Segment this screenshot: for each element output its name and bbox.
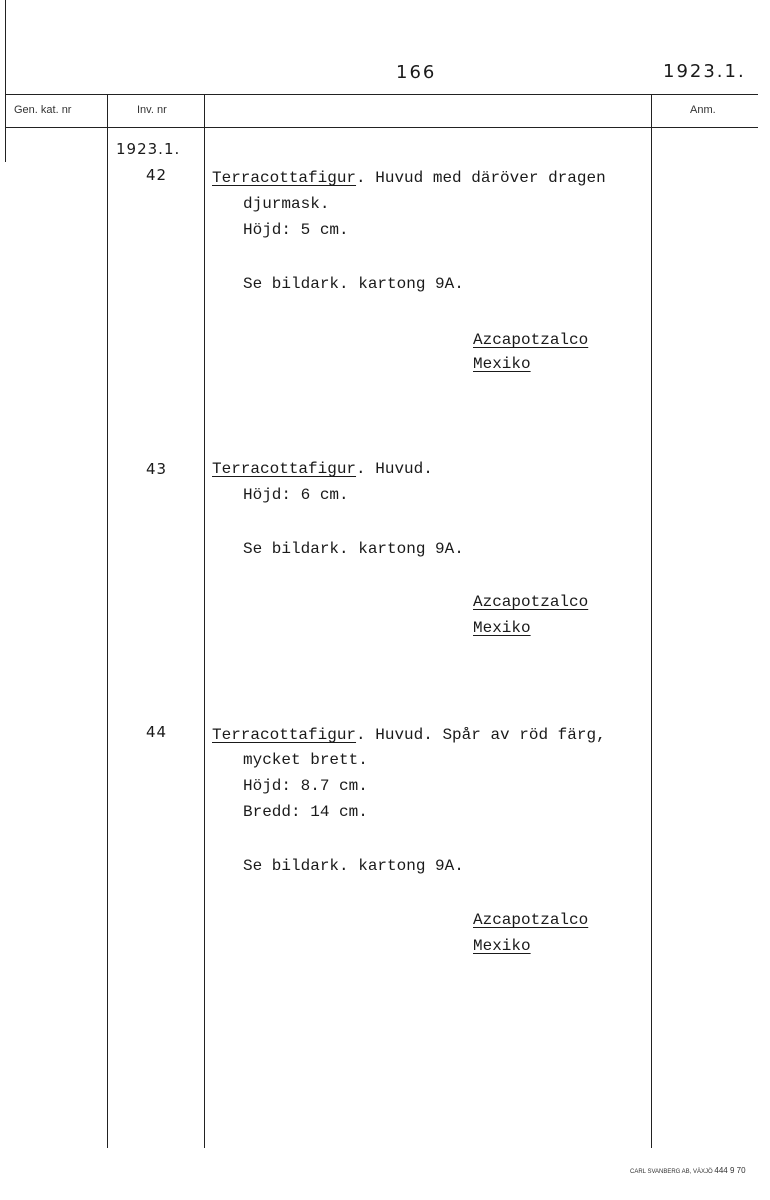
description-line: mycket brett. [243,751,368,769]
height-measurement: Höjd: 6 cm. [243,486,349,504]
inventory-number: 44 [146,723,168,741]
column-divider-anm [651,94,652,1148]
page-number: 166 [396,62,437,83]
object-title: Terracottafigur [212,169,357,187]
country: Mexiko [473,355,531,373]
inventory-number: 43 [146,460,168,478]
column-divider-inv [107,94,108,1148]
header-bottom-rule [5,127,758,128]
locality: Azcapotzalco [473,331,589,349]
description-line: djurmask. [243,195,330,213]
accession-label: 1923.1. [116,140,181,158]
entry-description-first-line [212,722,606,748]
locality: Azcapotzalco [473,911,589,929]
description-text: . Huvud med däröver dragen [356,169,606,187]
header-top-rule [5,94,758,95]
description-text: . Huvud. Spår av röd färg, [356,726,606,744]
column-divider-desc [204,94,205,1148]
column-header-anm: Anm. [690,104,716,116]
accession-number-header: 1923.1. [663,61,746,82]
form-code: 444 9 70 [714,1166,746,1175]
height-measurement: Höjd: 5 cm. [243,221,349,239]
reference-note: Se bildark. kartong 9A. [243,857,464,875]
country: Mexiko [473,619,531,637]
column-header-gen-kat: Gen. kat. nr [14,104,72,116]
entry-description-first-line [212,165,606,191]
country: Mexiko [473,937,531,955]
reference-note: Se bildark. kartong 9A. [243,540,464,558]
left-border-line [5,0,6,162]
column-header-inv: Inv. nr [137,104,167,116]
height-measurement: Höjd: 8.7 cm. [243,777,368,795]
entry-description-first-line [212,456,433,482]
reference-note: Se bildark. kartong 9A. [243,275,464,293]
description-text: . Huvud. [356,460,433,478]
locality: Azcapotzalco [473,593,589,611]
printer-imprint [630,1166,746,1175]
object-title: Terracottafigur [212,726,357,744]
printer-name: CARL SVANBERG AB, VÄXJÖ [630,1169,713,1175]
object-title: Terracottafigur [212,460,357,478]
inventory-number: 42 [146,166,168,184]
width-measurement: Bredd: 14 cm. [243,803,368,821]
